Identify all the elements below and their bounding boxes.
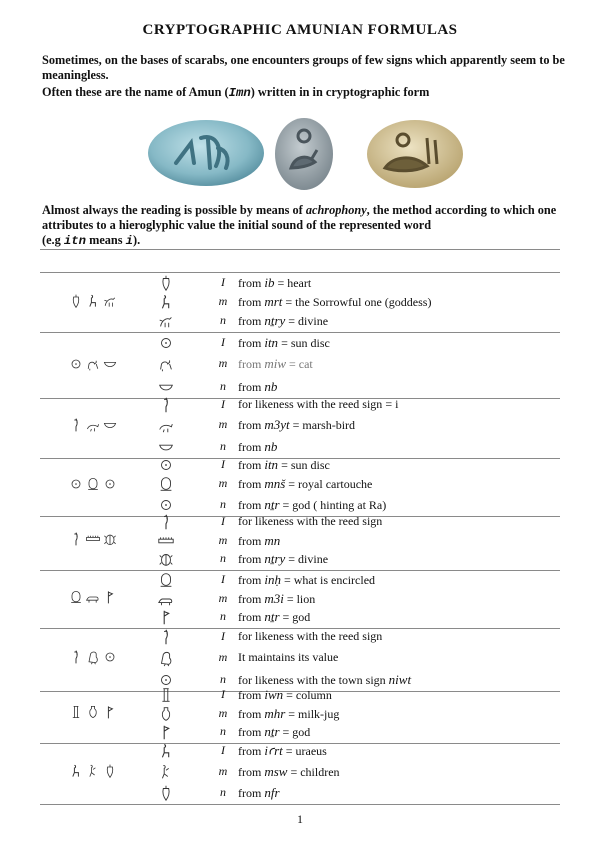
bird-hieroglyph-icon (157, 416, 175, 434)
phonetic-value: I (221, 275, 225, 289)
heart-hieroglyph-icon (157, 784, 175, 802)
phonetic-value: n (220, 609, 226, 623)
phonetic-value: n (220, 497, 226, 511)
formula-row (40, 705, 560, 724)
blue-scarab-photo (146, 118, 266, 188)
column-hieroglyph-icon (157, 686, 175, 704)
formula-row (40, 355, 560, 374)
formula-group (40, 742, 560, 803)
formula-row (40, 334, 560, 353)
cat-hieroglyph-icon (157, 355, 175, 373)
phonetic-value: n (220, 439, 226, 453)
formula-row (40, 274, 560, 293)
phonetic-value: m (218, 417, 228, 431)
formula-group (40, 396, 560, 457)
seated-hieroglyph-icon (157, 293, 175, 311)
lion-hieroglyph-icon (157, 590, 175, 608)
bowl-hieroglyph-icon (157, 378, 175, 396)
derivation-text: from nfr (238, 785, 280, 800)
formula-row (40, 649, 560, 668)
phonetic-value: I (221, 335, 225, 349)
derivation-text: for likeness with the town sign niwt (238, 672, 412, 687)
sun-hieroglyph-icon (157, 456, 175, 474)
phonetic-value: n (220, 672, 226, 686)
phonetic-value: m (218, 591, 228, 605)
phonetic-value: I (221, 743, 225, 757)
derivation-text: from iwn = column (238, 687, 332, 702)
owl-hieroglyph-icon (157, 649, 175, 667)
derivation-text: from m3yt = marsh-bird (238, 417, 356, 432)
phonetic-value: n (220, 551, 226, 565)
formula-row (40, 293, 560, 312)
derivation-text: for likeness with the reed sign (238, 514, 383, 528)
phonetic-value: n (220, 724, 226, 738)
formula-row (40, 513, 560, 532)
phonetic-value: I (221, 457, 225, 471)
beetle-hieroglyph-icon (157, 550, 175, 568)
formula-row (40, 396, 560, 415)
derivation-text: from m3i = lion (238, 591, 316, 606)
page-number: 1 (297, 812, 303, 826)
formula-group (40, 628, 560, 690)
phonetic-value: n (220, 379, 226, 393)
formula-group (40, 274, 560, 331)
formula-row (40, 590, 560, 609)
heart-hieroglyph-icon (157, 274, 175, 292)
derivation-text: from msw = children (238, 764, 340, 779)
phonetic-value: I (221, 629, 225, 643)
formula-row (40, 550, 560, 569)
formula-group (40, 513, 560, 569)
derivation-text: from nb (238, 379, 278, 394)
derivation-text: from itn = sun disc (238, 335, 330, 350)
phonetic-value: m (218, 294, 228, 308)
formula-row (40, 784, 560, 803)
formula-group (40, 334, 560, 397)
group-divider (40, 804, 560, 805)
formula-row (40, 532, 560, 551)
formula-row (40, 312, 560, 331)
phonetic-value: I (221, 397, 225, 411)
cartouche-hieroglyph-icon (157, 571, 175, 589)
formula-group (40, 571, 560, 627)
sun-hieroglyph-icon (157, 334, 175, 352)
flag-hieroglyph-icon (157, 608, 175, 626)
derivation-text: from mnš = royal cartouche (238, 476, 373, 491)
scarab-photos (0, 112, 600, 192)
phonetic-value: m (218, 764, 228, 778)
derivation-text: It maintains its value (238, 650, 339, 664)
grey-scarab-photo (273, 116, 335, 192)
intro-paragraph-2: Often these are the name of Amun (Imn) written in in cryptographic form (42, 85, 430, 100)
phonetic-value: m (218, 533, 228, 547)
vulture-hieroglyph-icon (157, 312, 175, 330)
derivation-text: from iꜥrt = uraeus (238, 743, 327, 758)
formula-row (40, 686, 560, 705)
phonetic-value: n (220, 785, 226, 799)
derivation-text: from nṯr = god ( hinting at Ra) (238, 497, 387, 512)
formula-row (40, 475, 560, 494)
group-divider (40, 332, 560, 333)
derivation-text: from nṯr = god (238, 609, 311, 624)
flag-hieroglyph-icon (157, 723, 175, 741)
intro-paragraph-1: Sometimes, on the bases of scarabs, one encounters groups of few signs which apparently seem to be meaningless. (42, 53, 565, 82)
phonetic-value: m (218, 476, 228, 490)
derivation-text: from nṯry = divine (238, 551, 329, 566)
phonetic-value: n (220, 313, 226, 327)
derivation-text: for likeness with the reed sign (238, 629, 383, 643)
derivation-text: from itn = sun disc (238, 457, 330, 472)
phonetic-value: m (218, 356, 228, 370)
formula-row (40, 608, 560, 627)
seated-hieroglyph-icon (157, 742, 175, 760)
derivation-text: from mrt = the Sorrowful one (goddess) (238, 294, 432, 309)
derivation-text: from mn (238, 533, 281, 548)
formula-row (40, 571, 560, 590)
phonetic-value: I (221, 514, 225, 528)
beige-scarab-photo (365, 118, 465, 190)
formula-row (40, 378, 560, 397)
derivation-text: from miw = cat (238, 356, 313, 371)
bowl-hieroglyph-icon (157, 438, 175, 456)
formula-group (40, 686, 560, 742)
sun-hieroglyph-icon (157, 496, 175, 514)
derivation-text: from inḥ = what is encircled (238, 572, 376, 587)
jug-hieroglyph-icon (157, 705, 175, 723)
formula-row (40, 438, 560, 457)
board-hieroglyph-icon (157, 532, 175, 550)
divider (40, 249, 560, 250)
phonetic-value: m (218, 706, 228, 720)
divider (40, 272, 560, 273)
phonetic-value: I (221, 572, 225, 586)
derivation-text: from nṯr = god (238, 724, 311, 739)
reed-hieroglyph-icon (157, 513, 175, 531)
formula-row (40, 456, 560, 475)
reed-hieroglyph-icon (157, 396, 175, 414)
formula-row (40, 742, 560, 761)
derivation-text: for likeness with the reed sign = i (238, 397, 399, 411)
page-title: CRYPTOGRAPHIC AMUNIAN FORMULAS (142, 22, 458, 38)
formula-row (40, 723, 560, 742)
phonetic-value: m (218, 650, 228, 664)
derivation-text: from ib = heart (238, 275, 312, 290)
derivation-text: from mhr = milk-jug (238, 706, 340, 721)
derivation-text: from nb (238, 439, 278, 454)
formula-row (40, 628, 560, 647)
formula-row (40, 763, 560, 782)
cartouche-hieroglyph-icon (157, 475, 175, 493)
formula-row (40, 416, 560, 435)
phonetic-value: I (221, 687, 225, 701)
formula-group (40, 456, 560, 515)
reed-hieroglyph-icon (157, 628, 175, 646)
derivation-text: from nṯry = divine (238, 313, 329, 328)
children-hieroglyph-icon (157, 763, 175, 781)
achrophony-paragraph: Almost always the reading is possible by means of achrophony, the method according to which one attributes to a hieroglyphic value the initial sound of the represented word (e.g itn means i). (42, 203, 557, 248)
